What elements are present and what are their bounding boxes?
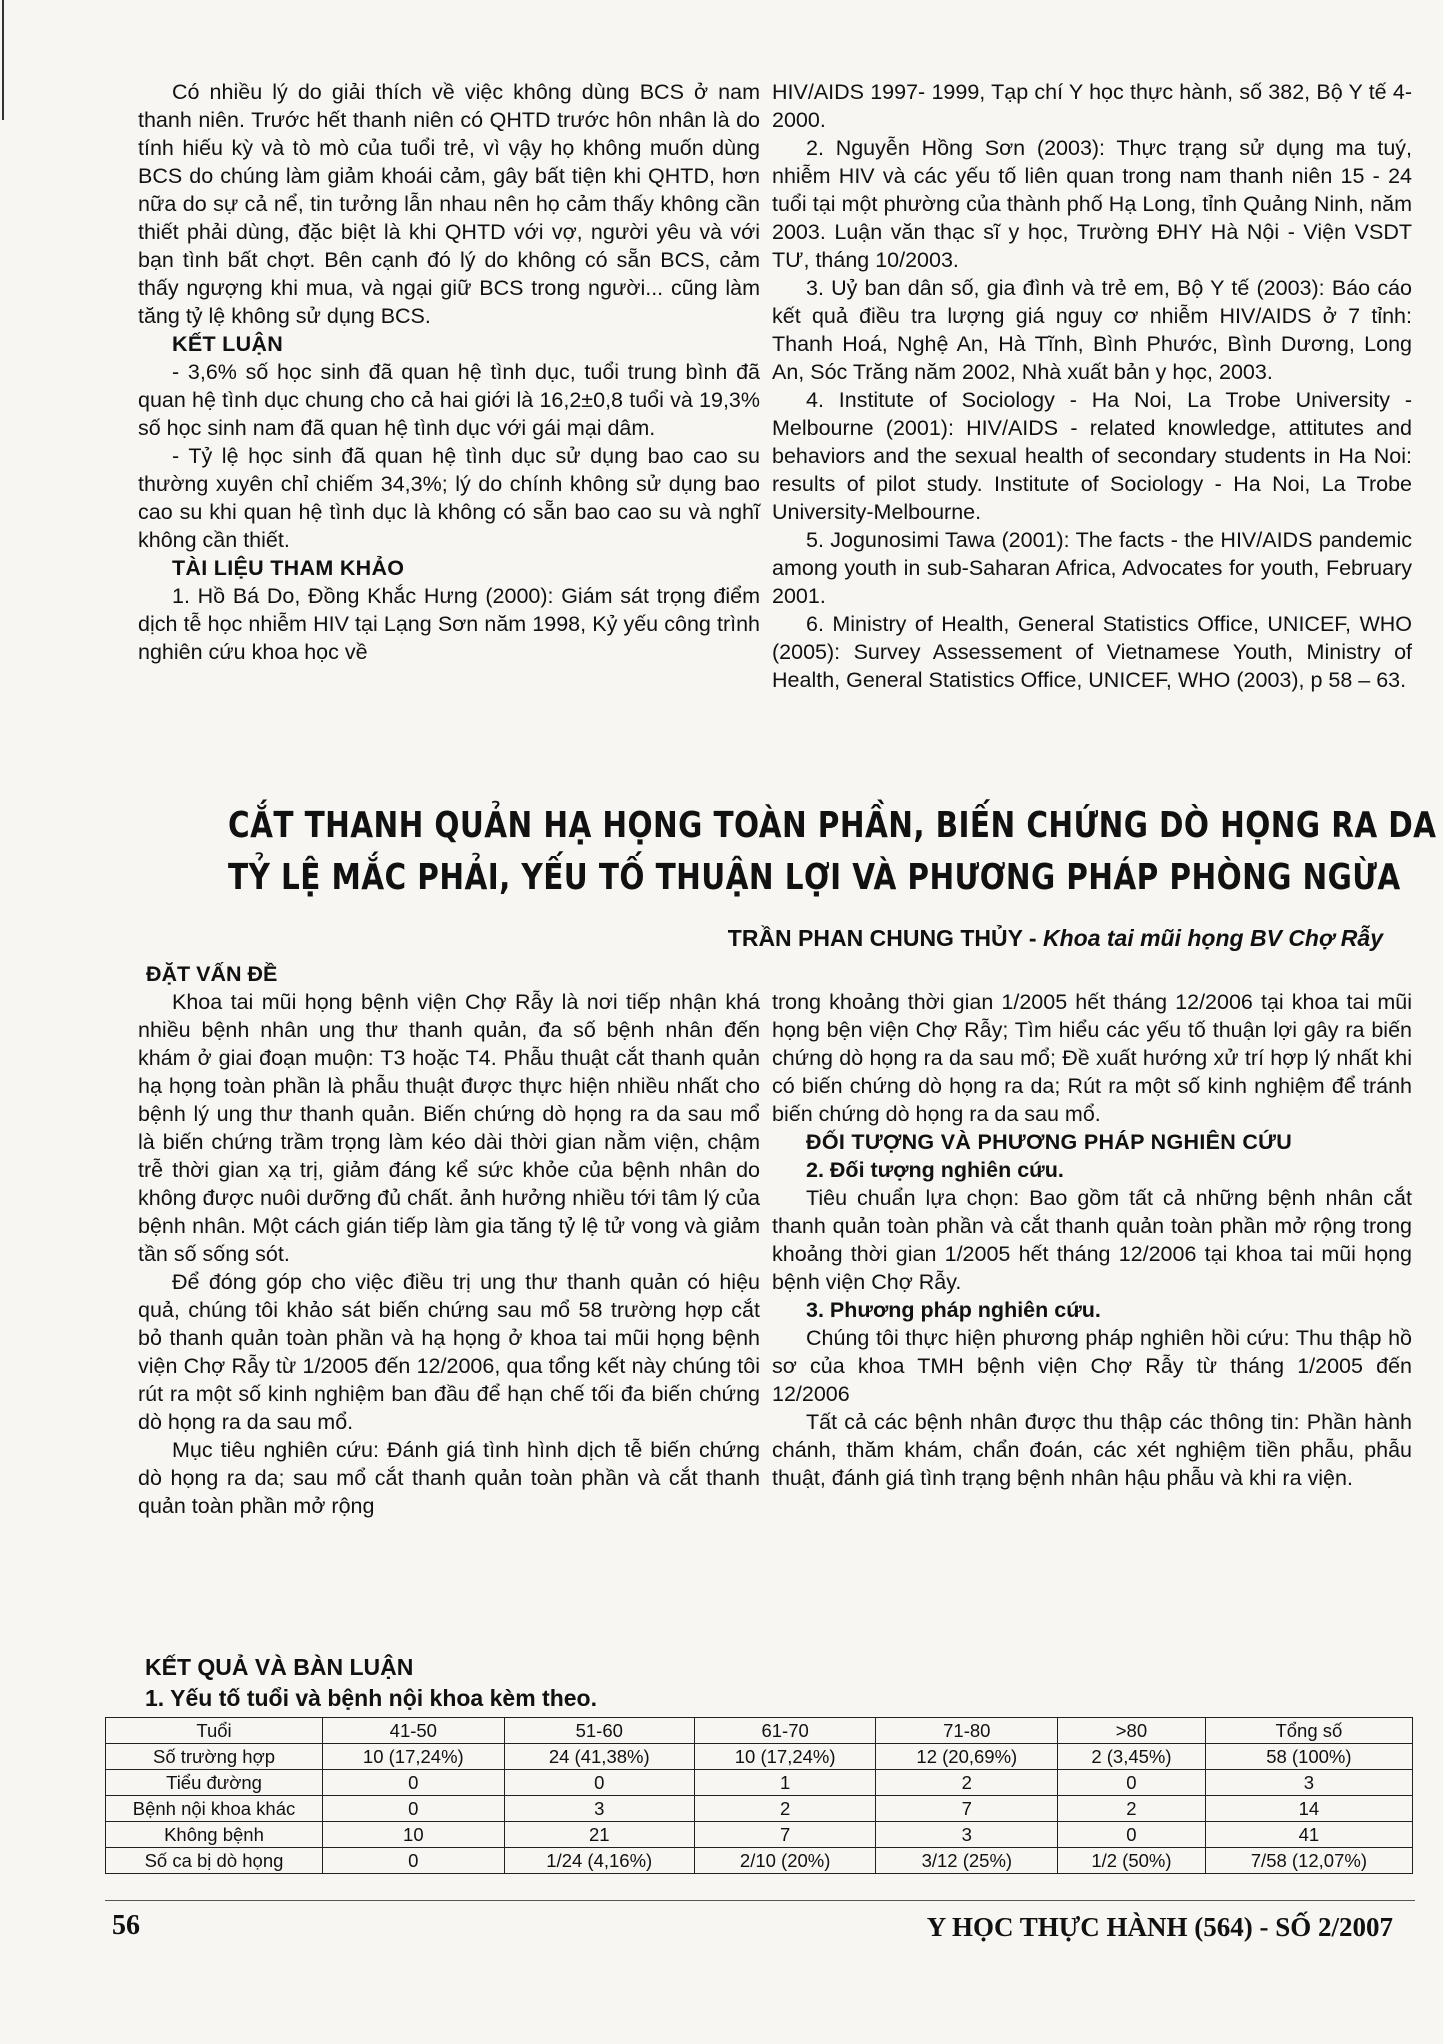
- table-row-label: Bệnh nội khoa khác: [106, 1796, 323, 1822]
- table-row-label: Số trường hợp: [106, 1744, 323, 1770]
- table-cell: 0: [504, 1770, 694, 1796]
- table-row-label: Số ca bị dò họng: [106, 1848, 323, 1874]
- results-heading: KẾT QUẢ VÀ BÀN LUẬN: [145, 1654, 414, 1680]
- introduction-heading: ĐẶT VẤN ĐỀ: [146, 962, 278, 986]
- table-row: [106, 1796, 1413, 1822]
- table-cell: 41-50: [323, 1718, 505, 1744]
- author-byline: [728, 925, 1383, 952]
- table-cell: >80: [1058, 1718, 1206, 1744]
- reference-item: 6. Ministry of Health, General Statistics Office, UNICEF, WHO (2005): Survey Assessement of Vietnamese Youth, Ministry of Health, General Statistics Office, UNICEF, WHO (2003), p 58 – 63.: [772, 612, 1412, 692]
- introduction-paragraph: Để đóng góp cho việc điều trị ung thư thanh quản có hiệu quả, chúng tôi khảo sát biến chứng sau mổ 58 trường hợp cắt bỏ thanh quản toàn phần và hạ họng ở khoa tai mũi họng bệnh viện Chợ Rẫy từ 1/2005 đến 12/2006, qua tổng kết này chúng tôi rút ra một số kinh nghiệm ban đầu để hạn chế tối đa biến chứng dò họng ra da sau mổ.: [138, 1270, 760, 1434]
- subjects-heading: 2. Đối tượng nghiên cứu.: [806, 1158, 1064, 1182]
- table-row-label: Tuổi: [106, 1718, 323, 1744]
- table-cell: 2: [694, 1796, 876, 1822]
- method-text: Chúng tôi thực hiện phương pháp nghiên hồi cứu: Thu thập hồ sơ của khoa TMH bệnh viện Chợ Rẫy từ tháng 1/2005 đến 12/2006: [772, 1326, 1412, 1406]
- objectives-continuation: trong khoảng thời gian 1/2005 hết tháng 12/2006 tại khoa tai mũi họng bện viện Chợ Rẫy; Tìm hiểu các yếu tố thuận lợi gây ra biến chứng dò họng ra da sau mổ; Đề xuất hướng xử trí hợp lý nhất khi có biến chứng dò họng ra da; Rút ra một số kinh nghiệm để tránh biến chứng dò họng ra da sau mổ.: [772, 990, 1412, 1126]
- table-row-label: Không bệnh: [106, 1822, 323, 1848]
- table-body: [106, 1718, 1413, 1874]
- methods-heading: ĐỐI TƯỢNG VÀ PHƯƠNG PHÁP NGHIÊN CỨU: [806, 1130, 1293, 1154]
- method-heading: 3. Phương pháp nghiên cứu.: [806, 1298, 1101, 1322]
- table-cell: 61-70: [694, 1718, 876, 1744]
- article-title-line-2: TỶ LỆ MẮC PHẢI, YẾU TỐ THUẬN LỢI VÀ PHƯƠNG PHÁP PHÒNG NGỪA: [228, 857, 1401, 898]
- table-cell: 7: [876, 1796, 1058, 1822]
- table-cell: 2: [1058, 1796, 1206, 1822]
- article-title: [228, 800, 1437, 904]
- reference-item: 4. Institute of Sociology - Ha Noi, La Trobe University - Melbourne (2001): HIV/AIDS - related knowledge, attitutes and behaviors and the sexual health of secondary students in Ha Noi: results of pilot study. Institute of Sociology - Ha Noi, La Trobe University-Melbourne.: [772, 388, 1412, 524]
- table-cell: 0: [1058, 1770, 1206, 1796]
- bottom-left-column: [138, 960, 760, 1520]
- table-cell: 3: [876, 1822, 1058, 1848]
- author-affiliation: Khoa tai mũi họng BV Chợ Rẫy: [1042, 925, 1383, 951]
- table-cell: 2/10 (20%): [694, 1848, 876, 1874]
- page-number: 56: [112, 1910, 140, 1941]
- introduction-paragraph: Khoa tai mũi họng bệnh viện Chợ Rẫy là nơi tiếp nhận khá nhiều bệnh nhân ung thư thanh quản, đa số bệnh nhân đến khám ở giai đoạn muộn: T3 hoặc T4. Phẫu thuật cắt thanh quản hạ họng toàn phần là phẫu thuật được thực hiện nhiều nhất cho bệnh lý ung thư thanh quản. Biến chứng dò họng ra da sau mổ là biến chứng trầm trọng làm kéo dài thời gian nằm viện, chậm trễ thời gian xạ trị, giảm đáng kể sức khỏe của bệnh nhân do không được nuôi dưỡng đủ chất. ảnh hưởng nhiều tới tâm lý của bệnh nhân. Một cách gián tiếp làm gia tăng tỷ lệ tử vong và giảm tần số sống sót.: [138, 990, 760, 1266]
- subjects-text: Tiêu chuẩn lựa chọn: Bao gồm tất cả những bệnh nhân cắt thanh quản toàn phần và cắt thanh quản toàn phần mở rộng trong khoảng thời gian 1/2005 hết tháng 12/2006 tại khoa tai mũi họng bệnh viện Chợ Rẫy.: [772, 1186, 1412, 1294]
- table-cell: 41: [1205, 1822, 1412, 1848]
- table-header-row: [106, 1718, 1413, 1744]
- reference-item: 1. Hồ Bá Do, Đồng Khắc Hưng (2000): Giám sát trọng điểm dịch tễ học nhiễm HIV tại Lạng Sơn năm 1998, Kỷ yếu công trình nghiên cứu khoa học về: [138, 584, 760, 664]
- table-cell: 1/2 (50%): [1058, 1848, 1206, 1874]
- table-cell: 10 (17,24%): [694, 1744, 876, 1770]
- discussion-paragraph: Có nhiều lý do giải thích về việc không dùng BCS ở nam thanh niên. Trước hết thanh niên có QHTD trước hôn nhân là do tính hiếu kỳ và tò mò của tuổi trẻ, vì vậy họ không muốn dùng BCS do chúng làm giảm khoái cảm, gây bất tiện khi QHTD, hơn nữa do sự cả nể, tin tưởng lẫn nhau nên họ cảm thấy không cần thiết phải dùng, đặc biệt là khi QHTD với vợ, người yêu và với bạn tình bất chợt. Bên cạnh đó lý do không có sẵn BCS, cảm thấy ngượng khi mua, và ngại giữ BCS trong người... cũng làm tăng tỷ lệ không sử dụng BCS.: [138, 80, 760, 328]
- age-comorbidity-table: [105, 1717, 1413, 1874]
- journal-footer: Y HỌC THỰC HÀNH (564) - SỐ 2/2007: [926, 1912, 1393, 1942]
- table-cell: 24 (41,38%): [504, 1744, 694, 1770]
- table-cell: 58 (100%): [1205, 1744, 1412, 1770]
- table-row: [106, 1744, 1413, 1770]
- method-text: Tất cả các bệnh nhân được thu thập các thông tin: Phần hành chánh, thăm khám, chẩn đoán, các xét nghiệm tiền phẫu, phẫu thuật, đánh giá tình trạng bệnh nhân hậu phẫu và khi ra viện.: [772, 1410, 1412, 1490]
- table-cell: 7: [694, 1822, 876, 1848]
- table-row: [106, 1770, 1413, 1796]
- table-cell: 2 (3,45%): [1058, 1744, 1206, 1770]
- table-cell: 21: [504, 1822, 694, 1848]
- table-cell: 3: [504, 1796, 694, 1822]
- table-cell: 0: [323, 1796, 505, 1822]
- table-cell: 0: [323, 1848, 505, 1874]
- table-cell: 3: [1205, 1770, 1412, 1796]
- conclusion-heading: KẾT LUẬN: [172, 332, 284, 356]
- table-cell: 2: [876, 1770, 1058, 1796]
- table-cell: 1: [694, 1770, 876, 1796]
- bottom-right-column: [772, 988, 1412, 1492]
- table-cell: 12 (20,69%): [876, 1744, 1058, 1770]
- table-cell: 0: [1058, 1822, 1206, 1848]
- table-cell: 10: [323, 1822, 505, 1848]
- footer-rule: [105, 1900, 1415, 1901]
- author-separator: -: [1022, 925, 1043, 951]
- conclusion-item: - Tỷ lệ học sinh đã quan hệ tình dục sử dụng bao cao su thường xuyên chỉ chiếm 34,3%; lý do chính không sử dụng bao cao su khi quan hệ tình dục là không có sẵn bao cao su và nghĩ không cần thiết.: [138, 444, 760, 552]
- table-cell: 10 (17,24%): [323, 1744, 505, 1770]
- results-subheading: 1. Yếu tố tuổi và bệnh nội khoa kèm theo.: [145, 1685, 597, 1711]
- reference-item: 3. Uỷ ban dân số, gia đình và trẻ em, Bộ Y tế (2003): Báo cáo kết quả điều tra lượng giá nguy cơ nhiễm HIV/AIDS ở 7 tỉnh: Thanh Hoá, Nghệ An, Hà Tĩnh, Bình Phước, Bình Dương, Long An, Sóc Trăng năm 2002, Nhà xuất bản y học, 2003.: [772, 276, 1412, 384]
- table-row: [106, 1822, 1413, 1848]
- table-cell: 1/24 (4,16%): [504, 1848, 694, 1874]
- table-row: [106, 1848, 1413, 1874]
- table-cell: 71-80: [876, 1718, 1058, 1744]
- table-cell: Tổng số: [1205, 1718, 1412, 1744]
- reference-item: 5. Jogunosimi Tawa (2001): The facts - the HIV/AIDS pandemic among youth in sub-Saharan Africa, Advocates for youth, February 2001.: [772, 528, 1412, 608]
- results-section: [145, 1652, 597, 1714]
- table-cell: 3/12 (25%): [876, 1848, 1058, 1874]
- article-title-line-1: CẮT THANH QUẢN HẠ HỌNG TOÀN PHẦN, BIẾN CHỨNG DÒ HỌNG RA DA: [228, 805, 1437, 846]
- scan-edge-rule: [2, 0, 4, 120]
- table-cell: 7/58 (12,07%): [1205, 1848, 1412, 1874]
- reference-item: 2. Nguyễn Hồng Sơn (2003): Thực trạng sử dụng ma tuý, nhiễm HIV và các yếu tố liên quan trong nam thanh niên 15 - 24 tuổi tại một phường của thành phố Hạ Long, tỉnh Quảng Ninh, năm 2003. Luận văn thạc sĩ y học, Trường ĐHY Hà Nội - Viện VSDT TƯ, tháng 10/2003.: [772, 136, 1412, 272]
- author-name: TRẦN PHAN CHUNG THỦY: [727, 925, 1023, 951]
- top-left-column: [138, 78, 760, 666]
- objectives-paragraph: Mục tiêu nghiên cứu: Đánh giá tình hình dịch tễ biến chứng dò họng ra da; sau mổ cắt thanh quản toàn phần và cắt thanh quản toàn phần mở rộng: [138, 1438, 760, 1518]
- table-cell: 0: [323, 1770, 505, 1796]
- references-heading: TÀI LIỆU THAM KHẢO: [172, 556, 405, 580]
- table-row-label: Tiểu đường: [106, 1770, 323, 1796]
- table-cell: 51-60: [504, 1718, 694, 1744]
- table-cell: 14: [1205, 1796, 1412, 1822]
- reference-continuation: HIV/AIDS 1997- 1999, Tạp chí Y học thực hành, số 382, Bộ Y tế 4-2000.: [772, 80, 1412, 132]
- conclusion-item: - 3,6% số học sinh đã quan hệ tình dục, tuổi trung bình đã quan hệ tình dục chung cho cả hai giới là 16,2±0,8 tuổi và 19,3% số học sinh nam đã quan hệ tình dục với gái mại dâm.: [138, 360, 760, 440]
- top-right-column: [772, 78, 1412, 694]
